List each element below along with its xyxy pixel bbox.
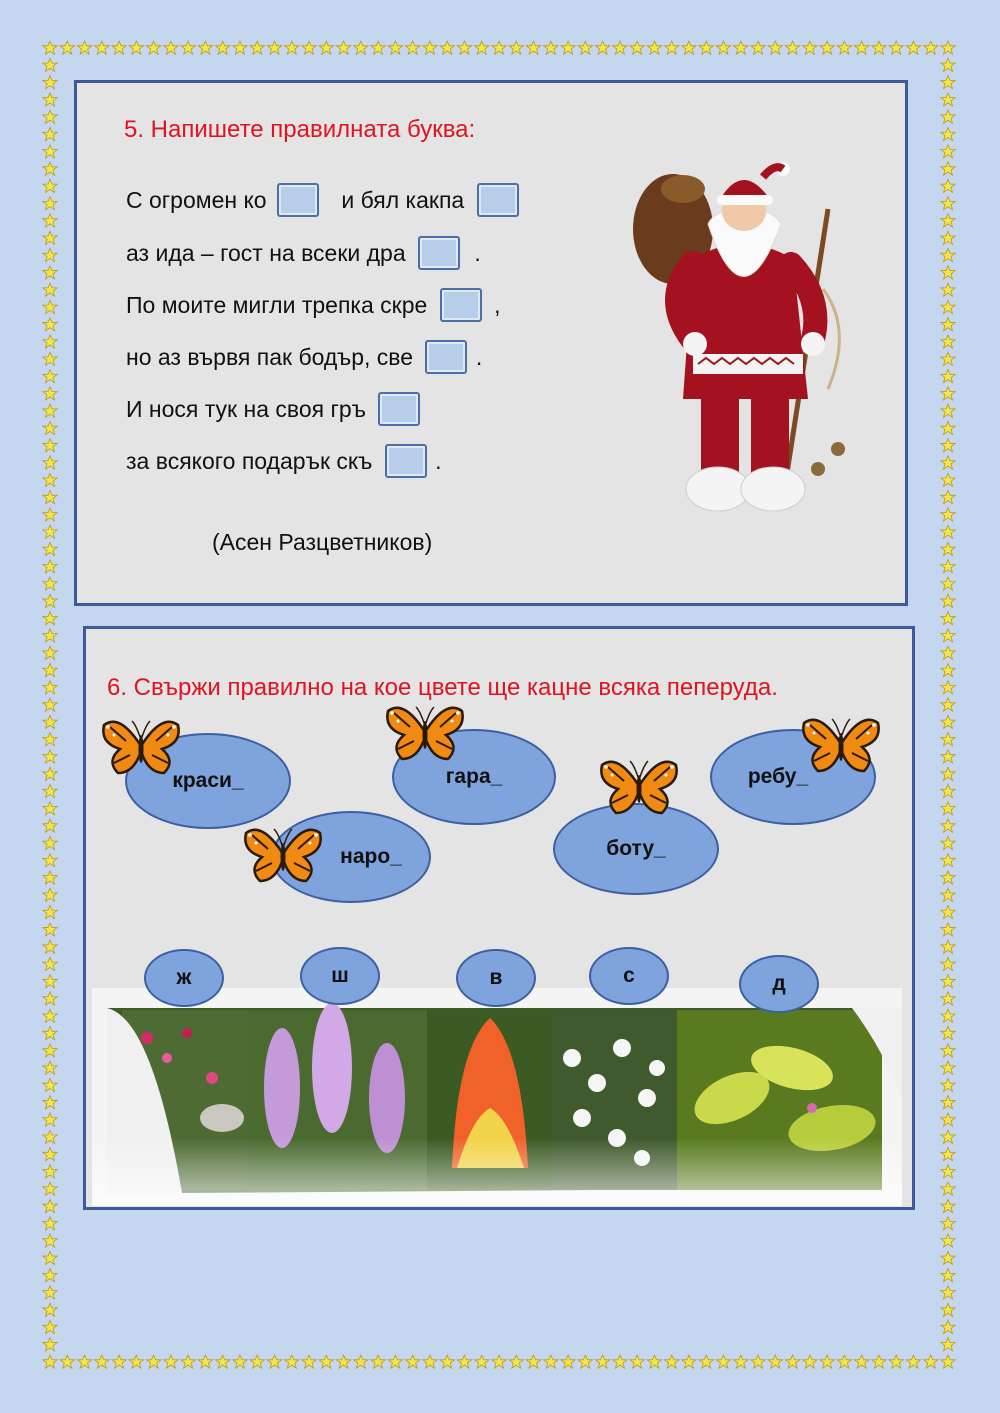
star-icon [388,41,402,54]
star-icon [43,560,57,573]
flower-photo-strip [92,988,902,1206]
star-icon [43,525,57,538]
star-icon [941,888,955,901]
star-icon [906,41,920,54]
star-icon [302,1355,316,1368]
star-icon [43,577,57,590]
star-icon [941,1009,955,1022]
star-icon [941,1130,955,1143]
poem-line-6: за всякого подарък скъ . [126,442,442,476]
star-icon [941,1165,955,1178]
star-icon [43,110,57,123]
star-icon [43,663,57,676]
star-icon [941,300,955,313]
star-icon [43,491,57,504]
star-icon [941,179,955,192]
star-icon [941,145,955,158]
star-icon [699,1355,713,1368]
answer-box-6[interactable] [378,392,420,426]
star-icon [941,266,955,279]
star-icon [405,1355,419,1368]
star-icon [164,41,178,54]
star-icon [941,542,955,555]
star-icon [43,784,57,797]
star-icon [941,957,955,970]
star-icon [630,41,644,54]
star-icon [509,41,523,54]
star-icon [233,41,247,54]
star-icon [941,1320,955,1333]
star-icon [112,1355,126,1368]
star-icon [77,41,91,54]
star-icon [43,542,57,555]
poem-line-5: И нося тук на своя гръ [126,390,420,424]
word-oval-rebu[interactable]: ребу_ [710,729,876,825]
star-icon [43,1113,57,1126]
star-icon [43,352,57,365]
word-oval-krasi[interactable]: краси_ [125,733,291,829]
star-icon [354,1355,368,1368]
star-icon [43,733,57,746]
star-icon [941,1217,955,1230]
star-icon [457,1355,471,1368]
star-icon [43,127,57,140]
star-icon [43,421,57,434]
star-icon [423,41,437,54]
star-icon [43,1286,57,1299]
star-icon [43,992,57,1005]
star-icon [43,888,57,901]
star-icon [43,681,57,694]
star-icon [941,975,955,988]
star-icon [941,698,955,711]
star-icon [43,750,57,763]
letter-oval-v[interactable]: в [456,949,536,1007]
star-icon [941,456,955,469]
star-icon [734,41,748,54]
star-icon [43,300,57,313]
star-icon [43,1217,57,1230]
star-icon [578,1355,592,1368]
star-icon [43,508,57,521]
star-icon [60,1355,74,1368]
star-icon [43,612,57,625]
star-icon [43,905,57,918]
star-icon [43,1320,57,1333]
star-icon [354,41,368,54]
butterfly-icon[interactable] [100,713,182,779]
star-icon [751,41,765,54]
star-icon [43,1044,57,1057]
star-icon [941,715,955,728]
star-icon [941,525,955,538]
star-icon [889,1355,903,1368]
star-icon [43,1182,57,1195]
star-icon [906,1355,920,1368]
star-icon [43,1303,57,1316]
star-icon [457,41,471,54]
answer-box-4[interactable] [440,288,482,322]
star-icon [43,854,57,867]
star-icon [43,387,57,400]
star-icon [526,41,540,54]
flower-photo [92,988,902,1206]
star-icon [941,439,955,452]
poem-author: (Асен Разцветников) [212,529,433,555]
star-icon [578,41,592,54]
star-icon [285,41,299,54]
butterfly-icon[interactable] [384,699,466,765]
star-icon [267,1355,281,1368]
poem-line-3: По моите мигли трепка скре , [126,286,500,320]
star-icon [941,767,955,780]
star-icon [285,1355,299,1368]
star-icon [43,1251,57,1264]
star-icon [941,802,955,815]
star-icon [941,1027,955,1040]
star-icon [43,646,57,659]
star-icon [371,1355,385,1368]
star-icon [803,1355,817,1368]
star-icon [716,41,730,54]
star-icon [302,41,316,54]
star-icon [43,940,57,953]
star-icon [43,767,57,780]
star-icon [630,1355,644,1368]
star-icon [43,1096,57,1109]
star-icon [785,1355,799,1368]
star-icon [43,179,57,192]
star-icon [872,41,886,54]
star-icon [43,594,57,607]
star-icon [941,58,955,71]
word-oval-naro[interactable]: наро_ [271,811,431,903]
star-icon [941,283,955,296]
star-icon [941,248,955,261]
star-icon [388,1355,402,1368]
star-icon [837,41,851,54]
star-icon [43,1061,57,1074]
star-icon [941,1182,955,1195]
star-icon [43,370,57,383]
star-icon [941,1148,955,1161]
answer-box-2[interactable] [477,183,519,217]
santa-claus-figure [623,149,859,519]
star-icon [941,560,955,573]
star-icon [941,612,955,625]
star-icon [613,41,627,54]
star-icon [423,1355,437,1368]
star-icon [43,439,57,452]
star-icon [43,58,57,71]
star-icon [751,1355,765,1368]
answer-box-1[interactable] [277,183,319,217]
star-icon [440,41,454,54]
star-icon [941,1061,955,1074]
star-icon [43,76,57,89]
star-icon [941,421,955,434]
star-icon [699,41,713,54]
star-icon [941,871,955,884]
star-icon [43,1009,57,1022]
star-icon [371,41,385,54]
star-icon [941,1269,955,1282]
exercise-5-panel [74,80,908,606]
star-icon [941,577,955,590]
star-icon [43,819,57,832]
star-icon [561,41,575,54]
star-icon [768,41,782,54]
star-icon [941,41,955,54]
star-icon [854,1355,868,1368]
star-icon [43,698,57,711]
star-icon [941,1078,955,1091]
star-icon [941,76,955,89]
star-icon [941,923,955,936]
star-icon [941,1338,955,1351]
star-icon [820,41,834,54]
star-icon [95,1355,109,1368]
star-icon [440,1355,454,1368]
star-icon [319,41,333,54]
star-icon [941,1286,955,1299]
star-icon [941,750,955,763]
poem-line-4: но аз вървя пак бодър, све . [126,338,482,372]
star-icon [941,1251,955,1264]
poem-line-2: аз ида – гост на всеки дра . [126,234,481,268]
answer-box-7[interactable] [385,444,427,478]
star-icon [941,629,955,642]
star-icon [43,283,57,296]
star-icon [941,335,955,348]
star-icon [60,41,74,54]
star-icon [941,1113,955,1126]
star-icon [43,318,57,331]
star-icon [43,231,57,244]
butterfly-icon[interactable] [800,711,882,777]
word-oval-gara[interactable]: гара_ [392,729,556,825]
star-icon [941,819,955,832]
star-icon [112,41,126,54]
answer-box-3[interactable] [418,236,460,270]
star-icon [785,41,799,54]
star-icon [941,992,955,1005]
star-icon [250,1355,264,1368]
star-icon [941,197,955,210]
star-icon [43,1269,57,1282]
star-icon [43,1199,57,1212]
star-icon [941,836,955,849]
star-icon [43,1148,57,1161]
star-icon [941,940,955,953]
star-icon [941,93,955,106]
butterfly-icon[interactable] [598,753,680,819]
star-icon [768,1355,782,1368]
star-icon [941,733,955,746]
star-icon [146,1355,160,1368]
star-icon [43,197,57,210]
star-icon [198,1355,212,1368]
star-icon [941,663,955,676]
star-icon [803,41,817,54]
star-icon [336,41,350,54]
star-icon [682,1355,696,1368]
letter-oval-s[interactable]: с [589,947,669,1005]
star-icon [941,594,955,607]
star-icon [941,646,955,659]
star-icon [43,41,57,54]
star-icon [129,1355,143,1368]
star-icon [43,1027,57,1040]
star-icon [129,41,143,54]
star-icon [43,1165,57,1178]
star-icon [43,404,57,417]
star-icon [820,1355,834,1368]
star-icon [43,145,57,158]
star-icon [43,1234,57,1247]
star-icon [544,41,558,54]
star-icon [941,231,955,244]
star-icon [647,41,661,54]
star-icon [613,1355,627,1368]
star-icon [941,1199,955,1212]
star-icon [941,784,955,797]
star-icon [233,1355,247,1368]
star-icon [181,41,195,54]
star-icon [250,41,264,54]
star-icon [77,1355,91,1368]
butterfly-icon[interactable] [242,821,324,887]
star-icon [941,110,955,123]
star-icon [43,957,57,970]
star-icon [43,715,57,728]
star-icon [43,93,57,106]
star-icon [43,473,57,486]
exercise-5-title: 5. Напишете правилната буква: [124,116,476,143]
star-icon [941,370,955,383]
answer-box-5[interactable] [425,340,467,374]
star-icon [215,1355,229,1368]
star-icon [319,1355,333,1368]
star-icon [43,1338,57,1351]
star-icon [664,41,678,54]
star-icon [595,1355,609,1368]
star-icon [181,1355,195,1368]
star-icon [43,1130,57,1143]
star-icon [941,508,955,521]
star-icon [561,1355,575,1368]
star-icon [941,352,955,365]
star-icon [215,41,229,54]
star-icon [43,335,57,348]
star-icon [43,456,57,469]
star-icon [941,681,955,694]
poem-line-1: С огромен ко и бял какпа [126,181,519,215]
star-icon [336,1355,350,1368]
star-icon [941,905,955,918]
exercise-6-panel [83,626,915,1210]
star-icon [941,1044,955,1057]
star-icon [664,1355,678,1368]
star-icon [941,1096,955,1109]
star-icon [43,162,57,175]
star-icon [267,41,281,54]
star-icon [941,1303,955,1316]
star-icon [941,127,955,140]
star-icon [647,1355,661,1368]
star-icon [475,41,489,54]
star-icon [924,41,938,54]
star-icon [492,41,506,54]
letter-oval-d[interactable]: д [739,955,819,1013]
star-icon [526,1355,540,1368]
star-icon [716,1355,730,1368]
star-icon [854,41,868,54]
word-oval-botu[interactable]: боту_ [553,803,719,895]
star-icon [43,1355,57,1368]
star-icon [43,836,57,849]
star-icon [941,404,955,417]
star-icon [509,1355,523,1368]
star-icon [43,802,57,815]
letter-oval-zh[interactable]: ж [144,949,224,1007]
star-icon [492,1355,506,1368]
star-icon [198,41,212,54]
star-icon [941,1355,955,1368]
star-icon [43,248,57,261]
letter-oval-sh[interactable]: ш [300,947,380,1005]
star-icon [43,975,57,988]
star-icon [146,41,160,54]
star-icon [544,1355,558,1368]
star-icon [43,871,57,884]
star-icon [941,387,955,400]
star-icon [889,41,903,54]
star-icon [941,1234,955,1247]
star-icon [941,854,955,867]
star-icon [43,214,57,227]
star-icon [941,473,955,486]
star-icon [475,1355,489,1368]
star-icon [941,491,955,504]
star-icon [595,41,609,54]
star-icon [837,1355,851,1368]
star-icon [43,1078,57,1091]
star-icon [941,318,955,331]
star-icon [941,214,955,227]
star-icon [95,41,109,54]
star-icon [164,1355,178,1368]
star-icon [405,41,419,54]
exercise-6-title: 6. Свържи правилно на кое цвете ще кацне всяка пеперуда. [107,674,778,701]
star-icon [941,162,955,175]
star-icon [682,41,696,54]
star-icon [924,1355,938,1368]
star-icon [734,1355,748,1368]
star-icon [43,923,57,936]
star-icon [43,629,57,642]
star-icon [872,1355,886,1368]
star-icon [43,266,57,279]
